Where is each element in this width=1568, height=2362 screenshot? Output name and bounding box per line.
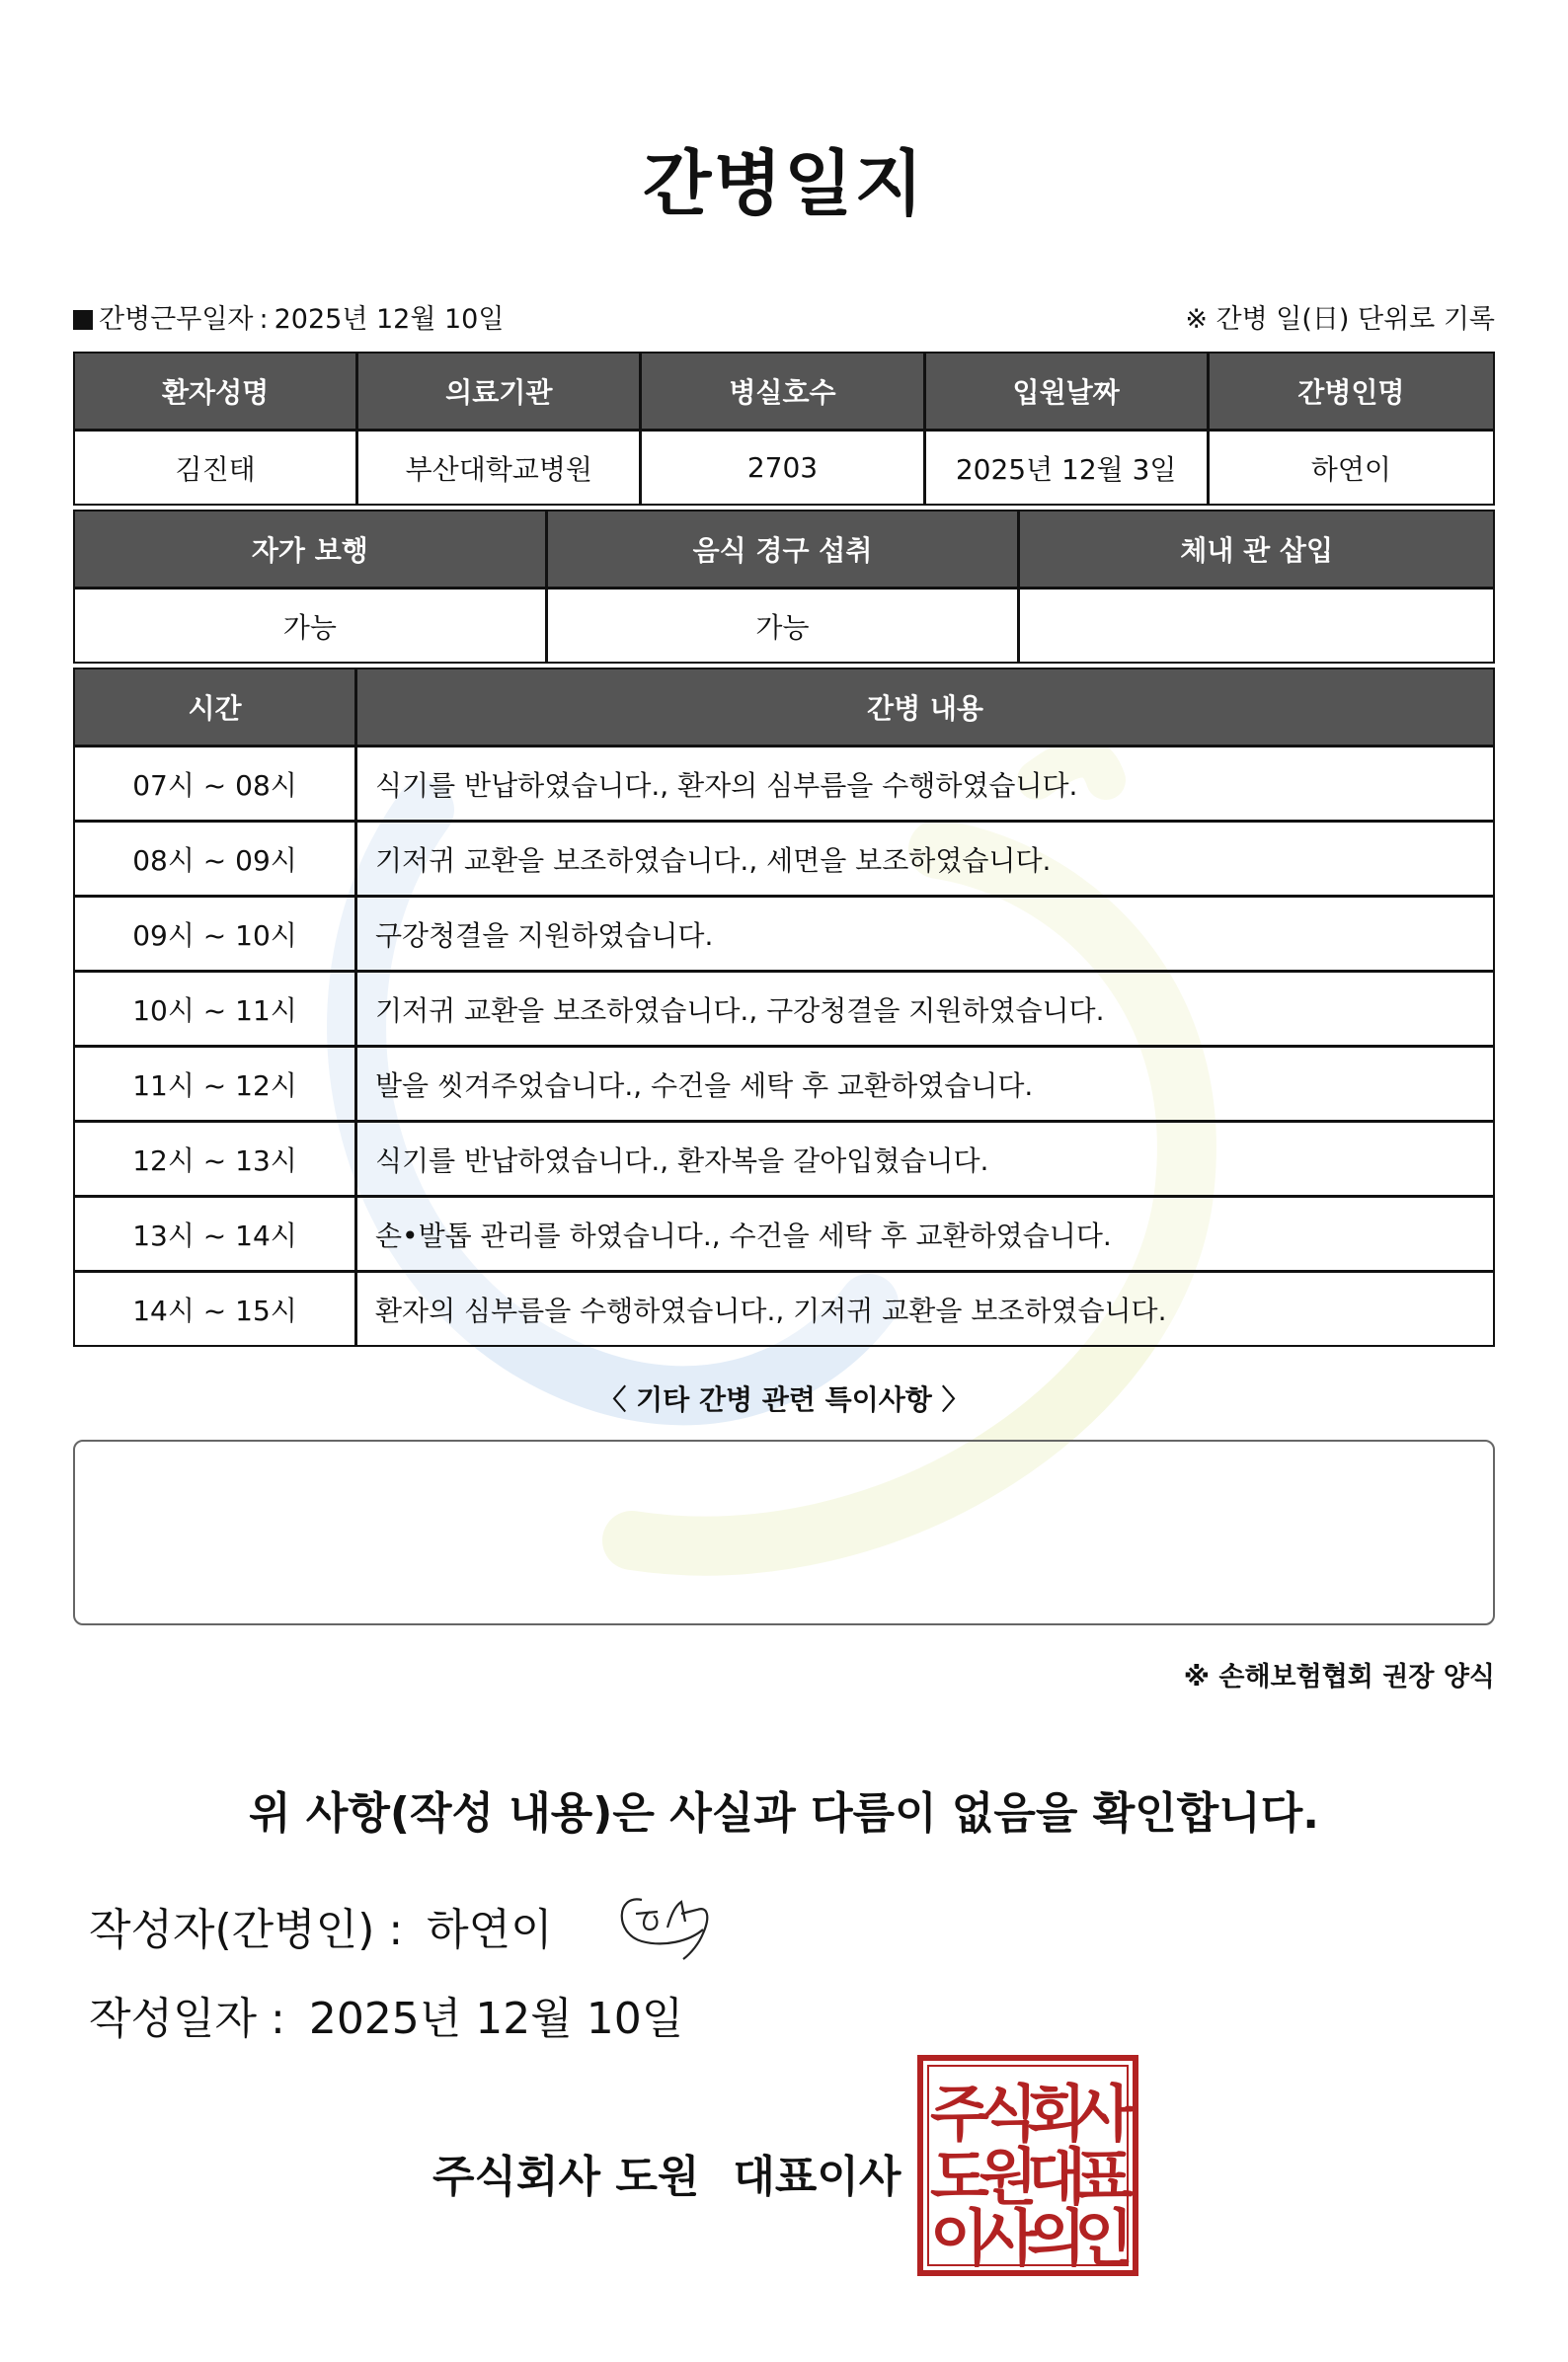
content-cell: 구강청결을 지원하였습니다. (357, 898, 1493, 973)
page-title: 간병일지 (642, 142, 926, 225)
table-row (75, 1273, 1493, 1345)
time-cell: 11시 ~ 12시 (75, 1048, 357, 1123)
writer-name: 하연이 (427, 1905, 553, 1955)
table-row (75, 973, 1493, 1048)
time-cell: 08시 ~ 09시 (75, 823, 357, 898)
table-row (75, 590, 1493, 662)
work-date (73, 297, 510, 336)
header-oral-intake: 음식 경구 섭취 (548, 512, 1021, 590)
meta-row (73, 296, 1495, 336)
svg-text:사: 사 (1074, 2081, 1134, 2149)
content-cell: 환자의 심부름을 수행하였습니다., 기저귀 교환을 보조하였습니다. (357, 1273, 1493, 1345)
time-cell: 10시 ~ 11시 (75, 973, 357, 1048)
patient-name: 김진태 (75, 432, 358, 504)
header-hospital: 의료기관 (358, 354, 642, 432)
work-date-separator: : (259, 303, 269, 335)
table-header-row (75, 354, 1493, 432)
self-walking-value: 가능 (75, 590, 548, 662)
work-date-value: 2025년 12월 10일 (274, 303, 505, 335)
header-self-walking: 자가 보행 (75, 512, 548, 590)
table-row (75, 1198, 1493, 1273)
svg-text:주: 주 (930, 2081, 989, 2149)
svg-text:식: 식 (979, 2081, 1038, 2149)
table-row (75, 748, 1493, 823)
header-caregiver-name: 간병인명 (1210, 354, 1493, 432)
content-cell: 식기를 반납하였습니다., 환자복을 갈아입혔습니다. (357, 1123, 1493, 1198)
daily-note: ※ 간병 일(日) 단위로 기록 (1185, 303, 1495, 335)
patient-info-table (73, 352, 1495, 506)
table-row (75, 432, 1493, 504)
written-date-label: 작성일자 : (89, 1994, 285, 2044)
hospital-name: 부산대학교병원 (358, 432, 642, 504)
square-bullet-icon (73, 310, 93, 330)
room-number: 2703 (642, 432, 925, 504)
company-seal-stamp (916, 2054, 1139, 2277)
special-notes-box (73, 1440, 1495, 1625)
company-name: 주식회사 도원 (432, 2152, 700, 2202)
form-note: ※ 손해보험협회 권장 양식 (1183, 1662, 1495, 1693)
content-cell: 기저귀 교환을 보조하였습니다., 세면을 보조하였습니다. (357, 823, 1493, 898)
care-log-table (73, 668, 1495, 1347)
header-patient-name: 환자성명 (75, 354, 358, 432)
content-cell: 기저귀 교환을 보조하였습니다., 구강청결을 지원하였습니다. (357, 973, 1493, 1048)
content-cell: 식기를 반납하였습니다., 환자의 심부름을 수행하였습니다. (357, 748, 1493, 823)
header-tube-insertion: 체내 관 삽입 (1020, 512, 1493, 590)
header-time: 시간 (75, 669, 357, 748)
time-cell: 14시 ~ 15시 (75, 1273, 357, 1345)
work-date-label: 간병근무일자 (99, 303, 254, 335)
table-row (75, 898, 1493, 973)
admission-date: 2025년 12월 3일 (926, 432, 1210, 504)
confirmation-statement: 위 사항(작성 내용)은 사실과 다름이 없음을 확인합니다. (249, 1788, 1319, 1839)
header-admission-date: 입원날짜 (926, 354, 1210, 432)
svg-text:원: 원 (979, 2144, 1038, 2212)
table-row (75, 1048, 1493, 1123)
svg-text:이: 이 (930, 2205, 989, 2273)
written-date-value: 2025년 12월 10일 (308, 1994, 684, 2044)
time-cell: 13시 ~ 14시 (75, 1198, 357, 1273)
oral-intake-value: 가능 (548, 590, 1021, 662)
written-date-line (89, 1983, 683, 2046)
table-header-row (75, 669, 1493, 748)
table-row (75, 823, 1493, 898)
table-header-row (75, 512, 1493, 590)
svg-text:회: 회 (1027, 2081, 1086, 2149)
signature-image (612, 1884, 731, 1963)
header-room-number: 병실호수 (642, 354, 925, 432)
svg-text:사: 사 (979, 2205, 1038, 2273)
svg-text:의: 의 (1027, 2205, 1086, 2273)
content-cell: 발을 씻겨주었습니다., 수건을 세탁 후 교환하였습니다. (357, 1048, 1493, 1123)
time-cell: 12시 ~ 13시 (75, 1123, 357, 1198)
writer-label: 작성자(간병인) : (89, 1905, 404, 1955)
caregiver-name: 하연이 (1210, 432, 1493, 504)
writer-line (89, 1894, 553, 1957)
svg-text:대: 대 (1027, 2144, 1086, 2212)
svg-text:인: 인 (1074, 2205, 1134, 2273)
time-cell: 09시 ~ 10시 (75, 898, 357, 973)
special-notes-title: 〈 기타 간병 관련 특이사항 〉 (598, 1383, 970, 1416)
svg-text:표: 표 (1074, 2144, 1134, 2212)
time-cell: 07시 ~ 08시 (75, 748, 357, 823)
svg-text:도: 도 (930, 2144, 989, 2212)
table-row (75, 1123, 1493, 1198)
company-signature (432, 2141, 901, 2204)
company-representative-title: 대표이사 (733, 2152, 902, 2202)
content-cell: 손•발톱 관리를 하였습니다., 수건을 세탁 후 교환하였습니다. (357, 1198, 1493, 1273)
tube-insertion-value (1020, 590, 1493, 662)
patient-status-table (73, 510, 1495, 664)
header-care-content: 간병 내용 (357, 669, 1493, 748)
